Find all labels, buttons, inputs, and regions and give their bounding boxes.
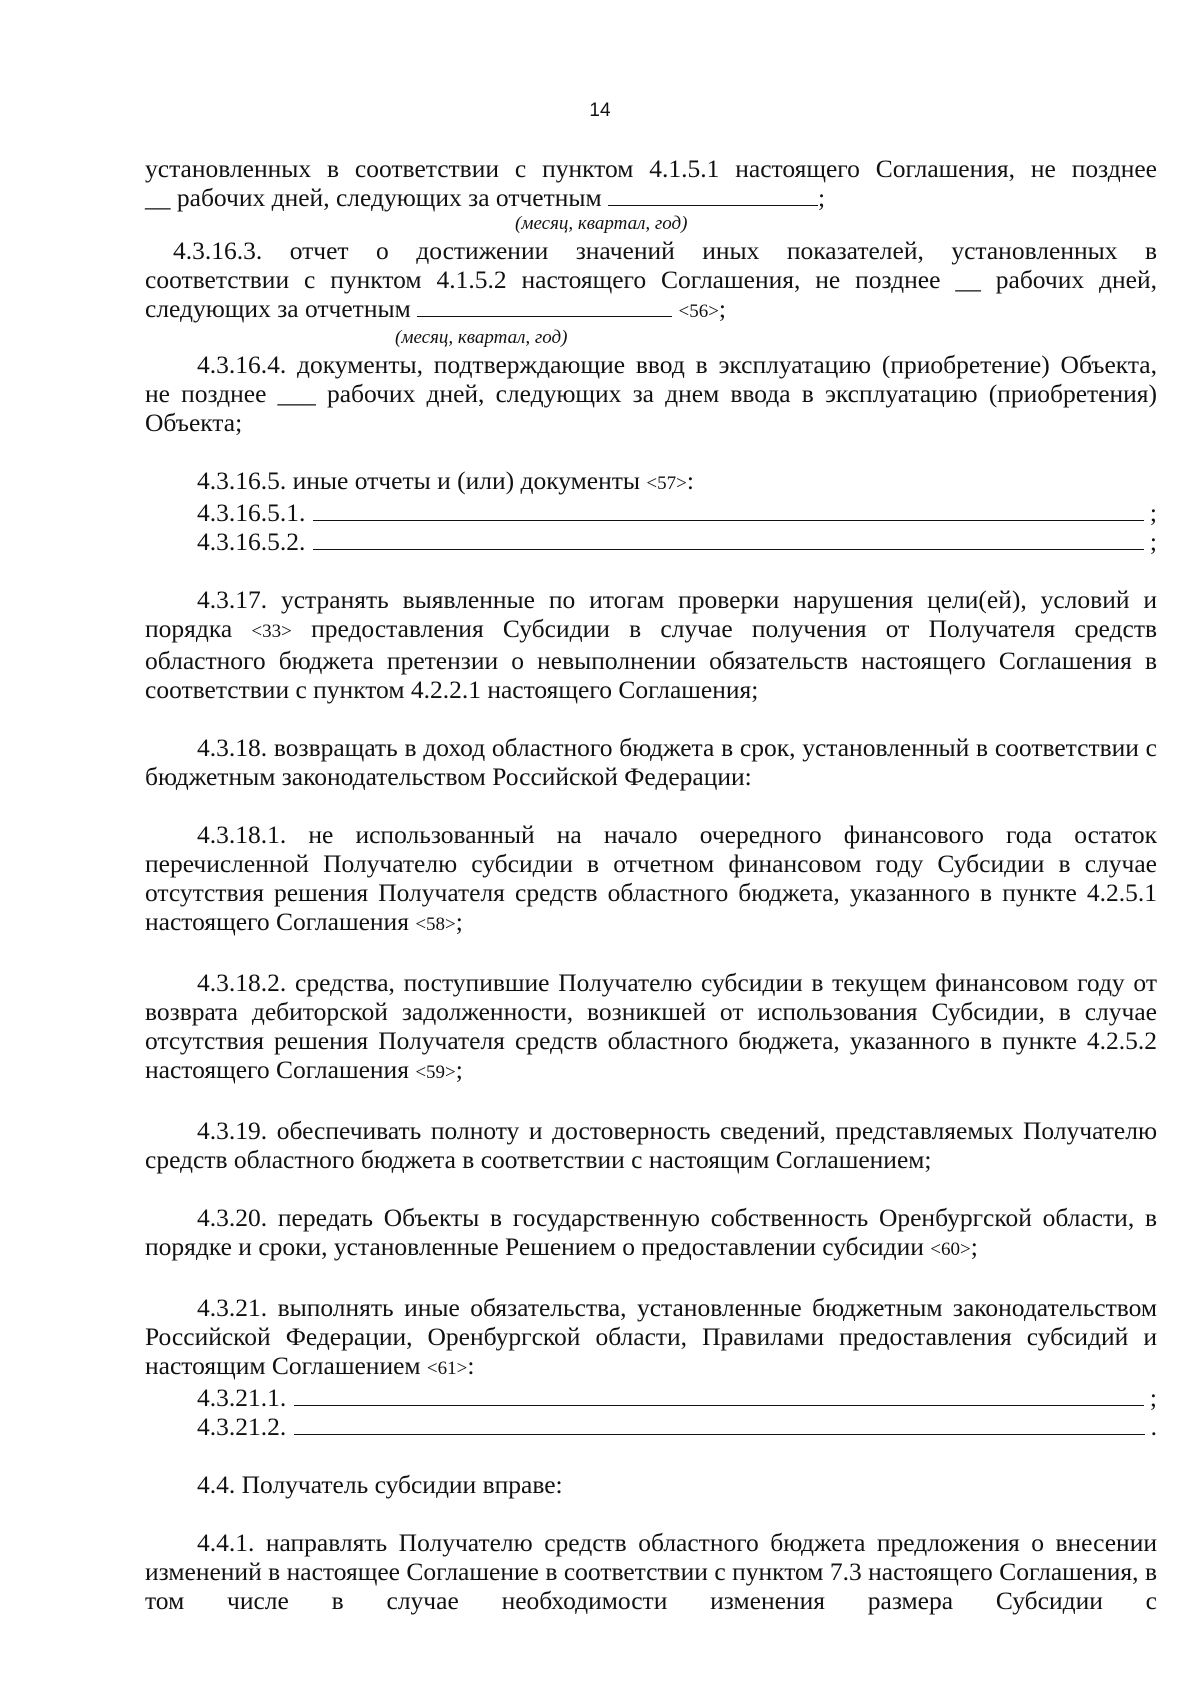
paragraph-text: __ рабочих дней, следующих за отчетным [145, 183, 602, 212]
punctuation: ; [455, 907, 463, 936]
paragraph-text: 4.3.18.1. не использованный на начало очередного финансового года остаток перечисленной Получателю субсидии в отчетном финансовом году Субсидии в случае отсутствия решения Получателя средств областного бюджета, указанного в пункте 4.2.5.1 настоящего Соглашения [145, 820, 1157, 936]
page-number: 14 [589, 100, 611, 121]
item-label: 4.3.16.5.2. [197, 527, 306, 556]
punctuation: ; [1149, 527, 1157, 556]
punctuation: ; [970, 1232, 978, 1261]
paragraph-text: 4.3.17. устранять выявленные по итогам проверки нарушения цели(ей), условий и порядка [145, 585, 1157, 643]
paragraph-text: 4.3.21. выполнять иные обязательства, установленные бюджетным законодательством Российской Федерации, Оренбургской области, Правилами предоставления субсидий и настоящим Соглашением [145, 1293, 1157, 1380]
paragraph [145, 1203, 1157, 1264]
footnote-ref: <57> [646, 473, 687, 494]
paragraph-text: 4.3.20. передать Объекты в государственную собственность Оренбургской области, в порядке и сроки, установленные Решением о предоставлении субсидии [145, 1203, 1157, 1261]
paragraph: 4.3.18. возвращать в доход областного бюджета в срок, установленный в соответствии с бюджетным законодательством Российской Федерации: [145, 733, 1157, 791]
fill-in-line [313, 527, 1144, 550]
paragraph-line [145, 183, 1157, 212]
paragraph-line: 4.3.16.3. отчет о достижении значений иных показателей, установленных в [173, 236, 1157, 265]
punctuation: . [1150, 1412, 1157, 1441]
punctuation: ; [455, 1055, 463, 1084]
fill-in-item [145, 498, 1157, 527]
item-label: 4.3.21.1. [197, 1383, 287, 1412]
footnote-ref: <61> [426, 1358, 468, 1379]
field-hint: (месяц, квартал, год) [515, 213, 688, 234]
punctuation: : [686, 466, 694, 495]
fill-in-item [145, 1383, 1157, 1412]
footnote-ref: <60> [930, 1239, 971, 1260]
fill-in-line [608, 183, 818, 206]
paragraph-line [145, 294, 1157, 326]
paragraph-line: установленных в соответствии с пунктом 4.1.5.1 настоящего Соглашения, не позднее [145, 154, 1157, 183]
paragraph [145, 820, 1157, 939]
paragraph-text: 4.3.16.5. иные отчеты и (или) документы [197, 466, 641, 495]
item-label: 4.3.21.2. [197, 1412, 287, 1441]
punctuation: : [467, 1351, 475, 1380]
paragraph [145, 466, 1157, 498]
footnote-ref: <59> [415, 1062, 456, 1083]
fill-in-line [417, 294, 672, 317]
fill-in-line [294, 1412, 1144, 1435]
fill-in-line [313, 498, 1144, 521]
document-body [145, 154, 1157, 1615]
paragraph: 4.3.16.4. документы, подтверждающие ввод в эксплуатацию (приобретение) Объекта, не позднее ___ рабочих дней, следующих за днем ввода в эксплуатацию (приобретения) Объекта; [145, 350, 1157, 437]
paragraph-text: 4.3.18.2. средства, поступившие Получателю субсидии в текущем финансовом году от возврата дебиторской задолженности, возникшей от использования Субсидии, в случае отсутствия решения Получателя средств областного бюджета, указанного в пункте 4.2.5.2 настоящего Соглашения [145, 968, 1157, 1084]
punctuation: ; [1149, 1383, 1157, 1412]
field-hint: (месяц, квартал, год) [395, 327, 568, 348]
paragraph [145, 968, 1157, 1087]
paragraph-text: предоставления Субсидии в случае получения от Получателя средств областного бюджета претензии о невыполнении обязательств настоящего Соглашения в соответствии с пунктом 4.2.2.1 настоящего Соглашения; [145, 614, 1158, 704]
fill-in-line [294, 1383, 1144, 1406]
paragraph: 4.3.19. обеспечивать полноту и достоверность сведений, представляемых Получателю средств областного бюджета в соответствии с настоящим Соглашением; [145, 1116, 1157, 1174]
fill-in-item [145, 527, 1157, 556]
paragraph [145, 585, 1157, 704]
section-heading: 4.4. Получатель субсидии вправе: [197, 1470, 563, 1499]
item-label: 4.3.16.5.1. [197, 498, 306, 527]
footnote-ref: <58> [415, 914, 456, 935]
paragraph-line: соответствии с пунктом 4.1.5.2 настоящего Соглашения, не позднее __ рабочих дней, [145, 265, 1157, 294]
footnote-ref: <33> [251, 621, 292, 642]
punctuation: ; [1149, 498, 1157, 527]
paragraph-text: следующих за отчетным [145, 294, 411, 323]
paragraph [145, 1293, 1157, 1383]
fill-in-item [145, 1412, 1157, 1441]
punctuation: ; [718, 294, 727, 323]
footnote-ref: <56> [678, 301, 719, 322]
paragraph: 4.4.1. направлять Получателю средств областного бюджета предложения о внесении изменений в настоящее Соглашение в соответствии с пунктом 7.3 настоящего Соглашения, в том числе в случае необходимости изменения размера Субсидии с [145, 1528, 1157, 1615]
punctuation: ; [818, 183, 826, 212]
